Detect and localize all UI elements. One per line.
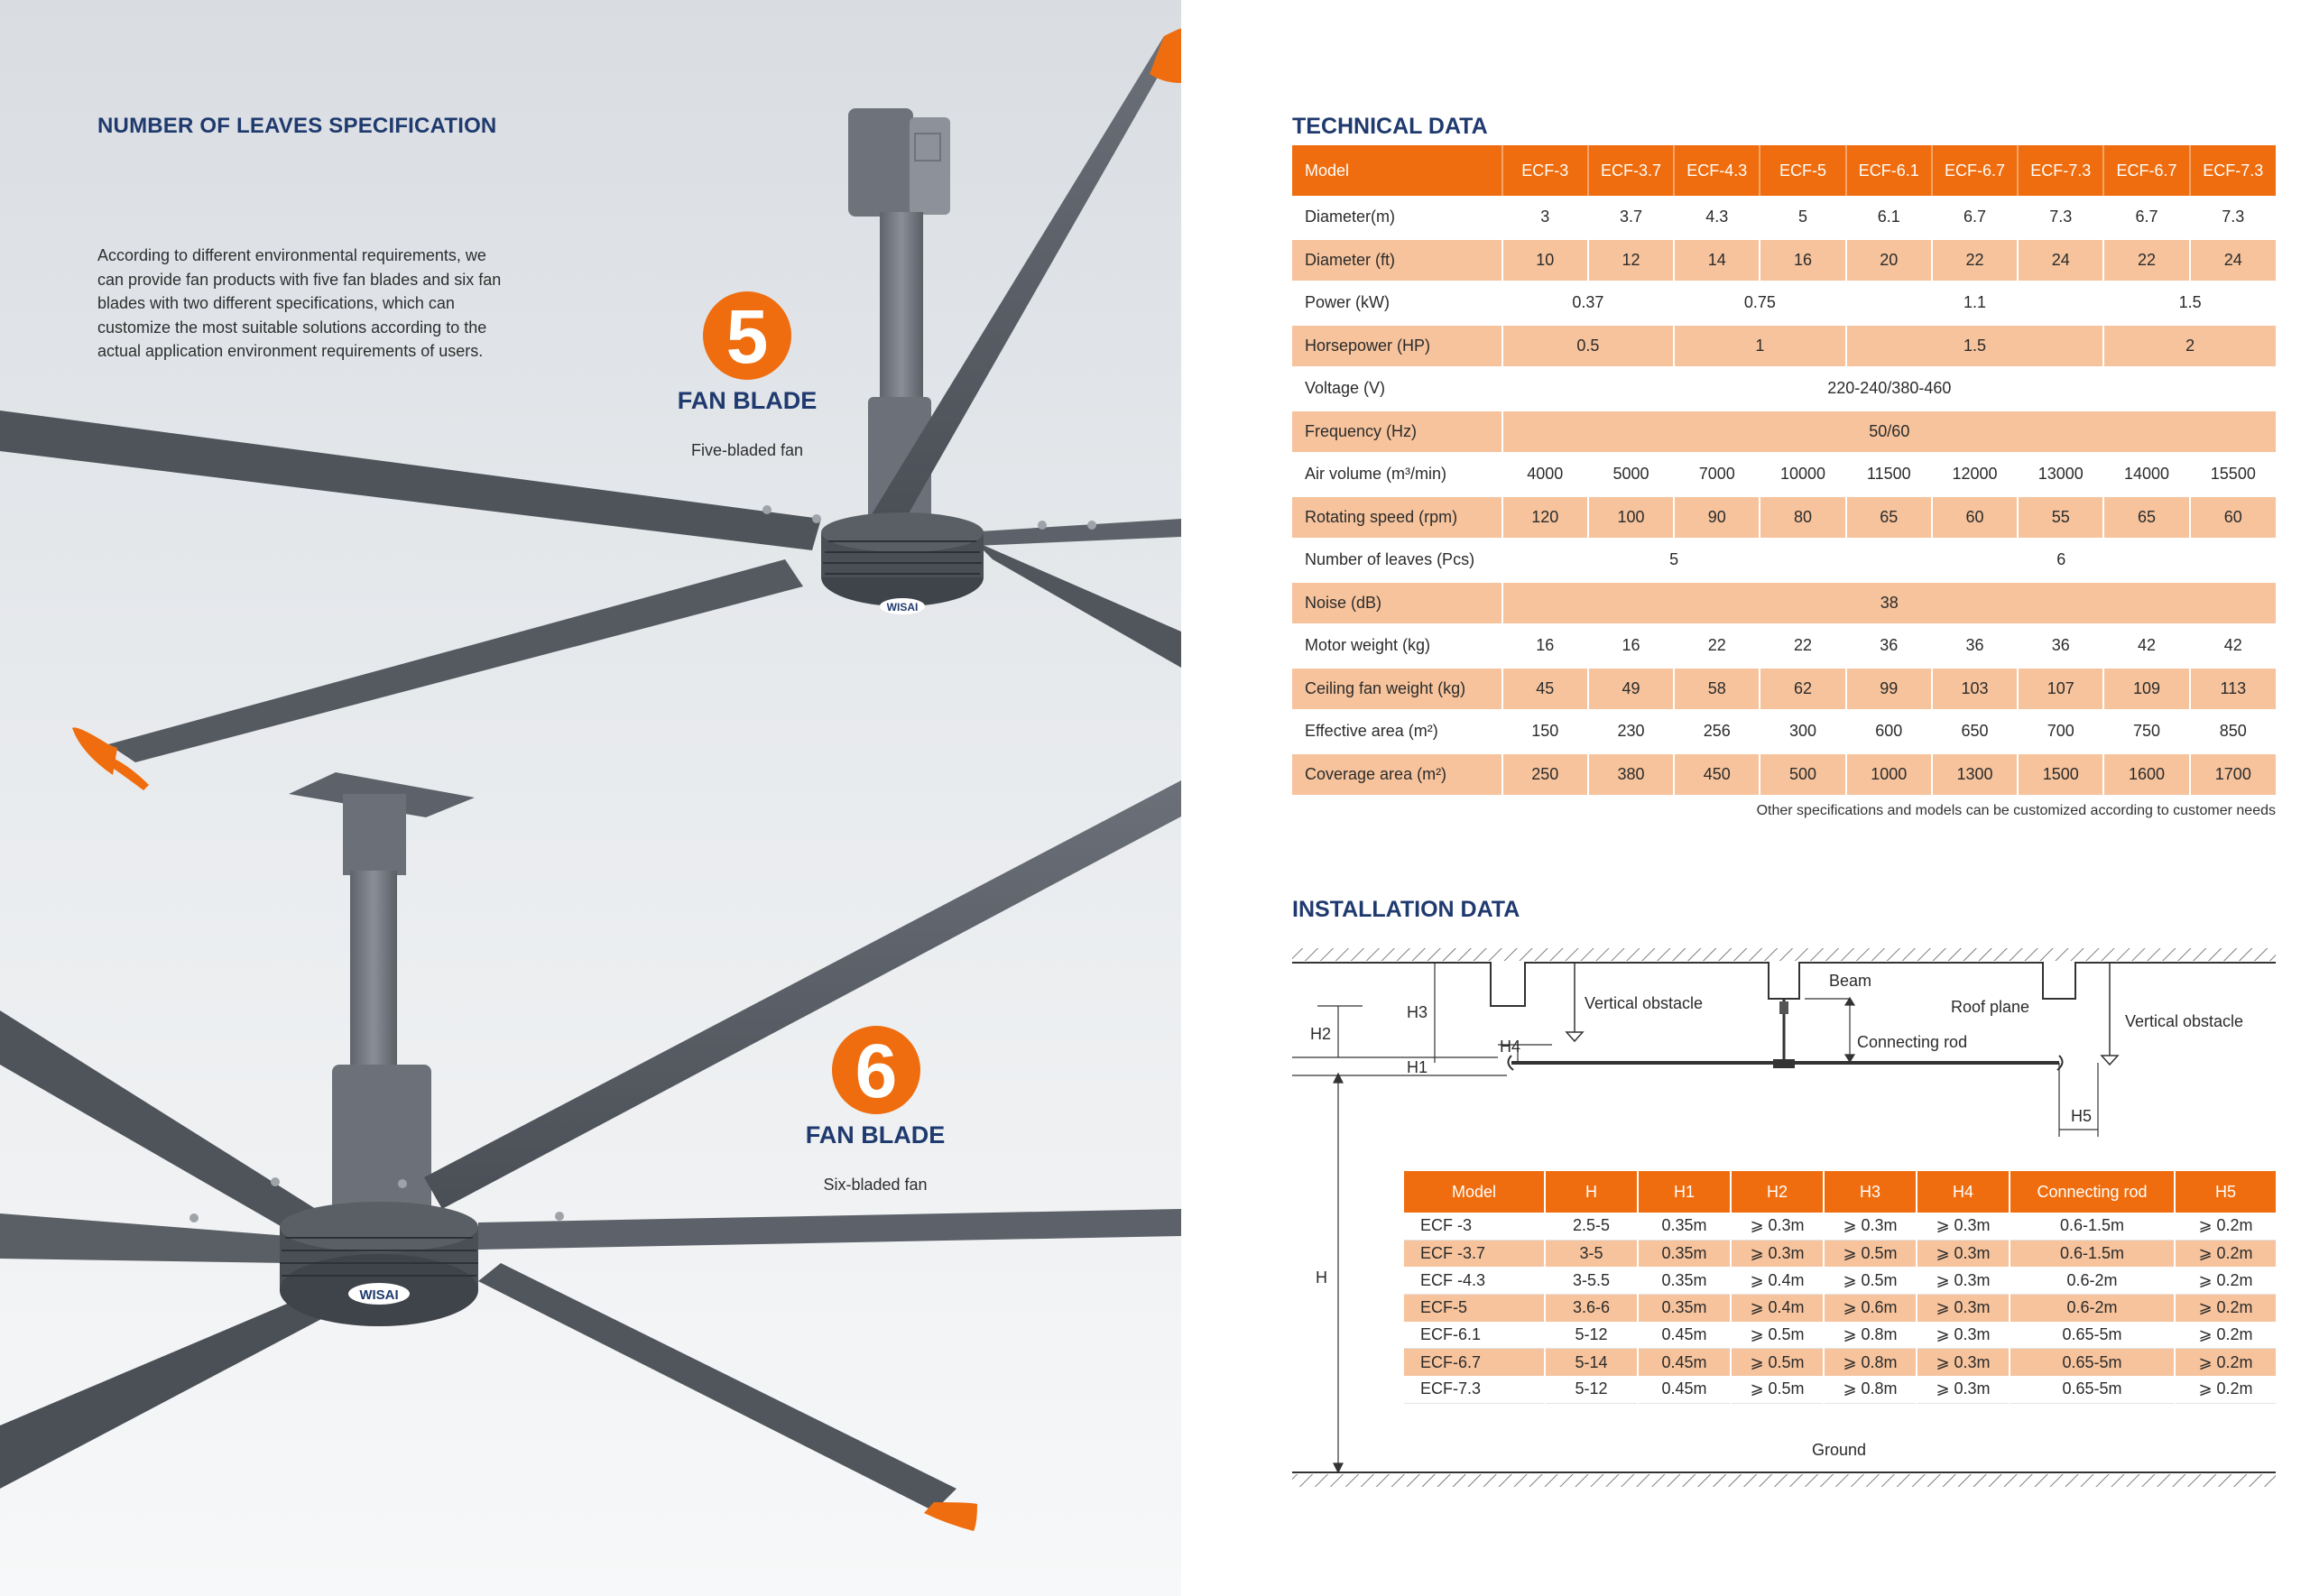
inst-cell: ⩾ 0.5m [1731, 1349, 1824, 1376]
inst-header-cell: H4 [1917, 1171, 2010, 1213]
tech-cell: 24 [2190, 239, 2276, 282]
roof-hatch [1292, 948, 2276, 1006]
tech-header-cell: ECF-4.3 [1674, 145, 1760, 196]
label-beam: Beam [1829, 972, 1872, 990]
inst-cell: ⩾ 0.2m [2175, 1267, 2276, 1294]
label-h2: H2 [1310, 1025, 1332, 1043]
tech-cell: 5 [1760, 196, 1845, 239]
six-number-badge: 6 [832, 1026, 920, 1114]
inst-cell: ECF -3.7 [1404, 1240, 1545, 1267]
tech-cell: 14 [1674, 239, 1760, 282]
tech-header-row [1292, 145, 2276, 196]
inst-cell: ⩾ 0.3m [1917, 1267, 2010, 1294]
tech-cell: 42 [2103, 624, 2189, 668]
technical-data-table [1292, 145, 2276, 797]
tech-cell: 15500 [2190, 453, 2276, 496]
tech-cell: 36 [1846, 624, 1932, 668]
tech-cell: 10000 [1760, 453, 1845, 496]
tech-row-label: Motor weight (kg) [1305, 636, 1431, 655]
tech-cell: 3.7 [1588, 196, 1674, 239]
tech-row [1292, 281, 2276, 325]
label-roof-plane: Roof plane [1951, 998, 2030, 1016]
description-text: According to different environmental requirements, we can provide fan products with five fan blades and six fan blades with two different specifications, which can customize the most suitable solutions according to the actual application environment requirements of users. [97, 246, 502, 360]
tech-header-cell: ECF-7.3 [2190, 145, 2276, 196]
inst-cell: 0.6-1.5m [2010, 1240, 2175, 1267]
tech-cell: 65 [1846, 496, 1932, 540]
tech-header-model: Model [1292, 145, 1502, 196]
inst-cell: 0.35m [1638, 1295, 1731, 1322]
tech-row-label: Horsepower (HP) [1292, 325, 1502, 368]
inst-row [1404, 1213, 2276, 1240]
inst-cell: 0.35m [1638, 1213, 1731, 1240]
tech-cell: 220-240/380-460 [1502, 367, 2276, 411]
label-h5: H5 [2071, 1107, 2093, 1125]
tech-cell: 1 [1674, 325, 1846, 368]
tech-row-label: Frequency (Hz) [1292, 411, 1502, 454]
tech-cell: 62 [1760, 668, 1845, 711]
tech-cell: 2 [2103, 325, 2276, 368]
tech-header-cell: ECF-7.3 [2018, 145, 2103, 196]
inst-cell: 2.5-5 [1545, 1213, 1638, 1240]
inst-cell: ⩾ 0.2m [2175, 1322, 2276, 1349]
inst-row [1404, 1295, 2276, 1322]
inst-header-cell: H5 [2175, 1171, 2276, 1213]
tech-cell: 230 [1588, 710, 1674, 753]
hub-logo-six: WISAI [359, 1287, 399, 1303]
inst-cell: ⩾ 0.5m [1731, 1376, 1824, 1403]
tech-row [1292, 753, 2276, 797]
label-vertical-obstacle-left: Vertical obstacle [1585, 994, 1704, 1012]
tech-header-cell: ECF-6.1 [1846, 145, 1932, 196]
tech-cell: 6.1 [1846, 196, 1932, 239]
tech-cell: 1.5 [1846, 325, 2104, 368]
tech-row-label: Noise (dB) [1292, 582, 1502, 625]
tech-header-cell: ECF-3.7 [1588, 145, 1674, 196]
tech-row [1292, 710, 2276, 753]
tech-row [1292, 496, 2276, 540]
inst-header-row [1404, 1171, 2276, 1213]
inst-cell: 0.6-2m [2010, 1267, 2175, 1294]
tech-cell: 113 [2190, 668, 2276, 711]
inst-header-cell: H1 [1638, 1171, 1731, 1213]
tech-cell: 1600 [2103, 753, 2189, 797]
tech-cell: 700 [2018, 710, 2103, 753]
label-h4: H4 [1500, 1038, 1521, 1056]
inst-cell: ⩾ 0.3m [1731, 1213, 1824, 1240]
tech-cell: 24 [2018, 239, 2103, 282]
tech-row-label: Rotating speed (rpm) [1292, 496, 1502, 540]
tech-cell: 11500 [1846, 453, 1932, 496]
tech-cell: 16 [1760, 239, 1845, 282]
tech-cell: 0.37 [1502, 281, 1675, 325]
inst-cell: ⩾ 0.4m [1731, 1267, 1824, 1294]
tech-cell: 256 [1674, 710, 1760, 753]
tech-row [1292, 325, 2276, 368]
tech-row [1292, 453, 2276, 496]
tech-row [1292, 582, 2276, 625]
inst-cell: 0.65-5m [2010, 1349, 2175, 1376]
tech-cell: 12 [1588, 239, 1674, 282]
inst-cell: ⩾ 0.8m [1824, 1349, 1917, 1376]
tech-cell: 103 [1932, 668, 2018, 711]
tech-cell: 22 [1674, 624, 1760, 668]
inst-cell: 5-12 [1545, 1322, 1638, 1349]
tech-cell: 90 [1674, 496, 1760, 540]
tech-row-label: Voltage (V) [1305, 379, 1386, 398]
tech-cell: 107 [2018, 668, 2103, 711]
inst-cell: 0.6-1.5m [2010, 1213, 2175, 1240]
inst-cell: 3.6-6 [1545, 1295, 1638, 1322]
ground-hatch [1292, 1472, 2276, 1487]
tech-cell: 380 [1588, 753, 1674, 797]
inst-cell: ⩾ 0.3m [1917, 1213, 2010, 1240]
tech-cell: 4.3 [1674, 196, 1760, 239]
tech-header-cell: ECF-6.7 [1932, 145, 2018, 196]
tech-cell: 13000 [2018, 453, 2103, 496]
tech-row-label: Ceiling fan weight (kg) [1292, 668, 1502, 711]
tech-cell: 65 [2103, 496, 2189, 540]
tech-row-label: Coverage area (m²) [1292, 753, 1502, 797]
inst-cell: 0.35m [1638, 1267, 1731, 1294]
inst-cell: 0.6-2m [2010, 1295, 2175, 1322]
tech-cell: 109 [2103, 668, 2189, 711]
tech-cell: 42 [2190, 624, 2276, 668]
six-blade-subtitle: Six-bladed fan [823, 1176, 928, 1194]
tech-cell: 600 [1846, 710, 1932, 753]
inst-cell: ⩾ 0.3m [1917, 1376, 2010, 1403]
tech-cell: 12000 [1932, 453, 2018, 496]
inst-cell: ⩾ 0.3m [1917, 1295, 2010, 1322]
technical-data-title: TECHNICAL DATA [1292, 114, 1488, 139]
tech-cell: 100 [1588, 496, 1674, 540]
tech-row-label: Diameter(m) [1305, 207, 1396, 226]
five-blade-title: FAN BLADE [677, 387, 818, 414]
tech-row-label: Power (kW) [1305, 293, 1390, 312]
inst-header-cell: H2 [1731, 1171, 1824, 1213]
label-h3: H3 [1407, 1003, 1428, 1021]
tech-cell: 750 [2103, 710, 2189, 753]
label-vertical-obstacle-right: Vertical obstacle [2125, 1012, 2244, 1030]
six-blade-fan-graphic [0, 772, 1181, 1531]
tech-row [1292, 411, 2276, 454]
inst-cell: ⩾ 0.4m [1731, 1295, 1824, 1322]
tech-row [1292, 539, 2276, 582]
inst-header-cell: Connecting rod [2010, 1171, 2175, 1213]
five-blade-fan-graphic [0, 29, 1181, 790]
installation-data-table [1404, 1171, 2276, 1404]
inst-row [1404, 1322, 2276, 1349]
inst-cell: ⩾ 0.3m [1824, 1213, 1917, 1240]
inst-cell: ECF-6.7 [1404, 1349, 1545, 1376]
inst-cell: 0.65-5m [2010, 1322, 2175, 1349]
inst-cell: 0.45m [1638, 1322, 1731, 1349]
tech-row [1292, 367, 2276, 411]
tech-cell: 22 [1932, 239, 2018, 282]
inst-cell: ⩾ 0.2m [2175, 1376, 2276, 1403]
inst-cell: ECF-5 [1404, 1295, 1545, 1322]
tech-cell: 250 [1502, 753, 1588, 797]
tech-row [1292, 239, 2276, 282]
tech-row-label: Effective area (m²) [1305, 722, 1438, 741]
tech-cell: 22 [1760, 624, 1845, 668]
inst-cell: ECF-6.1 [1404, 1322, 1545, 1349]
five-blade-subtitle: Five-bladed fan [690, 441, 804, 459]
tech-cell: 10 [1502, 239, 1588, 282]
inst-cell: ⩾ 0.6m [1824, 1295, 1917, 1322]
tech-cell: 6.7 [1932, 196, 2018, 239]
tech-cell: 14000 [2103, 453, 2189, 496]
tech-cell: 7.3 [2190, 196, 2276, 239]
tech-cell: 120 [1502, 496, 1588, 540]
inst-row [1404, 1349, 2276, 1376]
tech-cell: 650 [1932, 710, 2018, 753]
inst-cell: ⩾ 0.2m [2175, 1213, 2276, 1240]
inst-cell: ⩾ 0.3m [1917, 1240, 2010, 1267]
inst-cell: ⩾ 0.2m [2175, 1349, 2276, 1376]
tech-cell: 36 [1932, 624, 2018, 668]
tech-row-label: Diameter (ft) [1292, 239, 1502, 282]
tech-header-cell: ECF-5 [1760, 145, 1845, 196]
inst-cell: 0.65-5m [2010, 1376, 2175, 1403]
tech-cell: 99 [1846, 668, 1932, 711]
inst-cell: ⩾ 0.2m [2175, 1295, 2276, 1322]
tech-cell: 20 [1846, 239, 1932, 282]
tech-cell: 1700 [2190, 753, 2276, 797]
installation-data-title: INSTALLATION DATA [1292, 897, 1520, 922]
tech-header-cell: ECF-6.7 [2103, 145, 2189, 196]
tech-cell: 3 [1502, 196, 1588, 239]
tech-cell: 38 [1502, 582, 2276, 625]
inst-cell: ⩾ 0.3m [1917, 1349, 2010, 1376]
inst-cell: 0.45m [1638, 1376, 1731, 1403]
hub-logo-five: WISAI [886, 601, 919, 613]
tech-cell: 7.3 [2018, 196, 2103, 239]
label-h: H [1316, 1268, 1327, 1287]
tech-cell: 58 [1674, 668, 1760, 711]
tech-cell: 60 [1932, 496, 2018, 540]
label-connecting-rod: Connecting rod [1857, 1033, 1968, 1051]
tech-cell: 45 [1502, 668, 1588, 711]
inst-cell: 3-5.5 [1545, 1267, 1638, 1294]
tech-cell: 0.5 [1502, 325, 1675, 368]
tech-cell: 300 [1760, 710, 1845, 753]
tech-cell: 16 [1588, 624, 1674, 668]
tech-cell: 500 [1760, 753, 1845, 797]
tech-cell: 4000 [1502, 453, 1588, 496]
inst-cell: 5-14 [1545, 1349, 1638, 1376]
tech-cell: 150 [1502, 710, 1588, 753]
inst-row [1404, 1267, 2276, 1294]
tech-cell: 7000 [1674, 453, 1760, 496]
label-ground: Ground [1812, 1441, 1867, 1459]
tech-cell: 1500 [2018, 753, 2103, 797]
tech-cell: 16 [1502, 624, 1588, 668]
tech-cell: 1000 [1846, 753, 1932, 797]
inst-cell: ⩾ 0.3m [1917, 1322, 2010, 1349]
five-number-badge: 5 [703, 291, 791, 380]
inst-cell: ⩾ 0.3m [1731, 1240, 1824, 1267]
tech-cell: 60 [2190, 496, 2276, 540]
tech-cell: 80 [1760, 496, 1845, 540]
tech-cell: 6 [1846, 539, 2276, 582]
label-h1: H1 [1407, 1058, 1428, 1076]
inst-cell: ⩾ 0.8m [1824, 1322, 1917, 1349]
tech-cell: 1.5 [2103, 281, 2276, 325]
tech-row [1292, 624, 2276, 668]
inst-cell: ⩾ 0.8m [1824, 1376, 1917, 1403]
tech-cell: 450 [1674, 753, 1760, 797]
inst-cell: 3-5 [1545, 1240, 1638, 1267]
tech-cell: 6.7 [2103, 196, 2189, 239]
customization-note: Other specifications and models can be customized according to customer needs [1756, 803, 2276, 818]
inst-cell: ⩾ 0.5m [1824, 1240, 1917, 1267]
page-title: NUMBER OF LEAVES SPECIFICATION [97, 114, 497, 138]
inst-row [1404, 1240, 2276, 1267]
inst-cell: ECF -3 [1404, 1213, 1545, 1240]
tech-row [1292, 196, 2276, 239]
tech-cell: 36 [2018, 624, 2103, 668]
inst-cell: 0.35m [1638, 1240, 1731, 1267]
inst-cell: ⩾ 0.5m [1824, 1267, 1917, 1294]
tech-cell: 0.75 [1674, 281, 1846, 325]
inst-row [1404, 1376, 2276, 1403]
tech-row-label: Air volume (m³/min) [1305, 465, 1447, 484]
tech-cell: 1300 [1932, 753, 2018, 797]
tech-cell: 1.1 [1846, 281, 2104, 325]
tech-row [1292, 668, 2276, 711]
inst-cell: ECF -4.3 [1404, 1267, 1545, 1294]
six-blade-title: FAN BLADE [805, 1121, 946, 1149]
tech-header-cell: ECF-3 [1502, 145, 1588, 196]
tech-cell: 49 [1588, 668, 1674, 711]
tech-cell: 55 [2018, 496, 2103, 540]
tech-cell: 5 [1502, 539, 1846, 582]
inst-cell: ECF-7.3 [1404, 1376, 1545, 1403]
inst-cell: ⩾ 0.5m [1731, 1322, 1824, 1349]
inst-header-cell: Model [1404, 1171, 1545, 1213]
tech-cell: 850 [2190, 710, 2276, 753]
inst-cell: 5-12 [1545, 1376, 1638, 1403]
tech-cell: 50/60 [1502, 411, 2276, 454]
inst-header-cell: H [1545, 1171, 1638, 1213]
tech-row-label: Number of leaves (Pcs) [1305, 550, 1475, 569]
tech-cell: 5000 [1588, 453, 1674, 496]
inst-cell: 0.45m [1638, 1349, 1731, 1376]
tech-cell: 22 [2103, 239, 2189, 282]
inst-header-cell: H3 [1824, 1171, 1917, 1213]
inst-cell: ⩾ 0.2m [2175, 1240, 2276, 1267]
